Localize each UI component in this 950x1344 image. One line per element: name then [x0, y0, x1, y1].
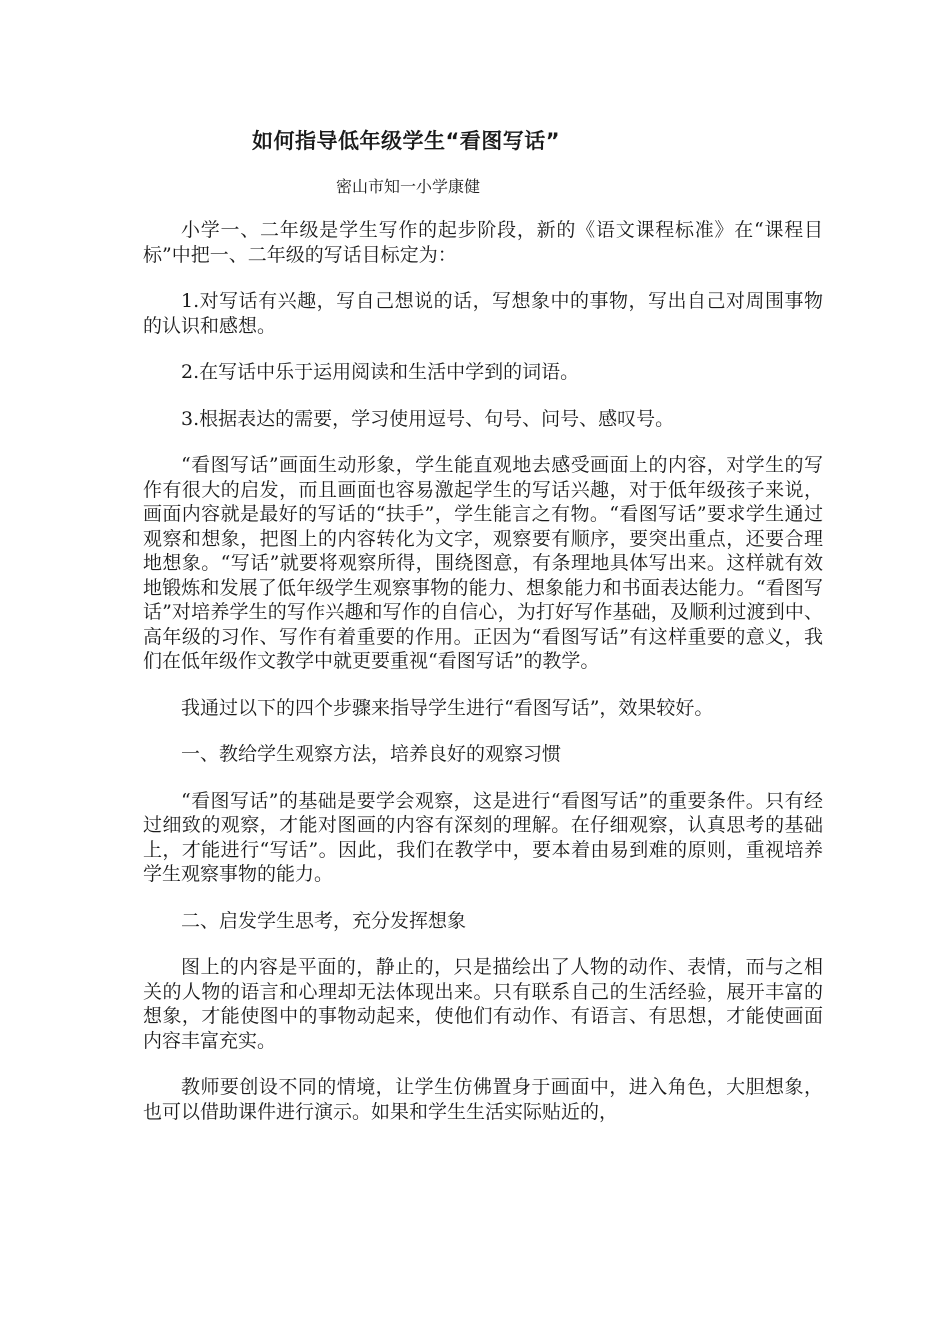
section-heading-2: 二、启发学生思考，充分发挥想象 — [181, 909, 467, 932]
list-item-goal-1: 1.对写话有兴趣，写自己想说的话，写想象中的事物，写出自己对周围事物的认识和感想。 — [143, 290, 823, 337]
paragraph-intro: 小学一、二年级是学生写作的起步阶段，新的《语文课程标准》在“课程目标”中把一、二年级的写话目标定为： — [143, 219, 823, 266]
paragraph-four-steps: 我通过以下的四个步骤来指导学生进行“看图写话”，效果较好。 — [181, 696, 714, 719]
paragraph-imagination: 图上的内容是平面的，静止的，只是描绘出了人物的动作、表情，而与之相关的人物的语言和心理却无法体现出来。只有联系自己的生活经验，展开丰富的想象，才能使图中的事物动起来，使他们有动作、有语言、有思想，才能使画面内容丰富充实。 — [143, 956, 823, 1052]
document-body — [143, 218, 823, 1146]
section-heading-1: 一、教给学生观察方法，培养良好的观察习惯 — [181, 743, 562, 765]
list-item-goal-2: 2.在写话中乐于运用阅读和生活中学到的词语。 — [181, 361, 580, 383]
list-item-goal-3: 3.根据表达的需要，学习使用逗号、句号、问号、感叹号。 — [181, 407, 675, 430]
paragraph-observation: “看图写话”的基础是要学会观察，这是进行“看图写话”的重要条件。只有经过细致的观察，才能对图画的内容有深刻的理解。在仔细观察，认真思考的基础上，才能进行“写话”。因此，我们在教学中，要本着由易到难的原则，重视培养学生观察事物的能力。 — [143, 789, 823, 885]
document-title: 如何指导低年级学生“看图写话” — [252, 129, 561, 153]
paragraph-teacher-situations: 教师要创设不同的情境，让学生仿佛置身于画面中，进入角色，大胆想象，也可以借助课件进行演示。如果和学生生活实际贴近的， — [143, 1076, 823, 1123]
author-line: 密山市知一小学康健 — [336, 177, 481, 196]
paragraph-significance: “看图写话”画面生动形象，学生能直观地去感受画面上的内容，对学生的写作有很大的启发，而且画面也容易激起学生的写话兴趣，对于低年级孩子来说，画面内容就是最好的写话的“扶手”，学生能言之有物。“看图写话”要求学生通过观察和想象，把图上的内容转化为文字，观察要有顺序，要突出重点，还要合理地想象。“写话”就要将观察所得，围绕图意，有条理地具体写出来。这样就有效地锻炼和发展了低年级学生观察事物的能力、想象能力和书面表达能力。“看图写话”对培养学生的写作兴趣和写作的自信心，为打好写作基础，及顺利过渡到中、高年级的习作、写作有着重要的作用。正因为“看图写话”有这样重要的意义，我们在低年级作文教学中就更要重视“看图写话”的教学。 — [143, 454, 823, 672]
